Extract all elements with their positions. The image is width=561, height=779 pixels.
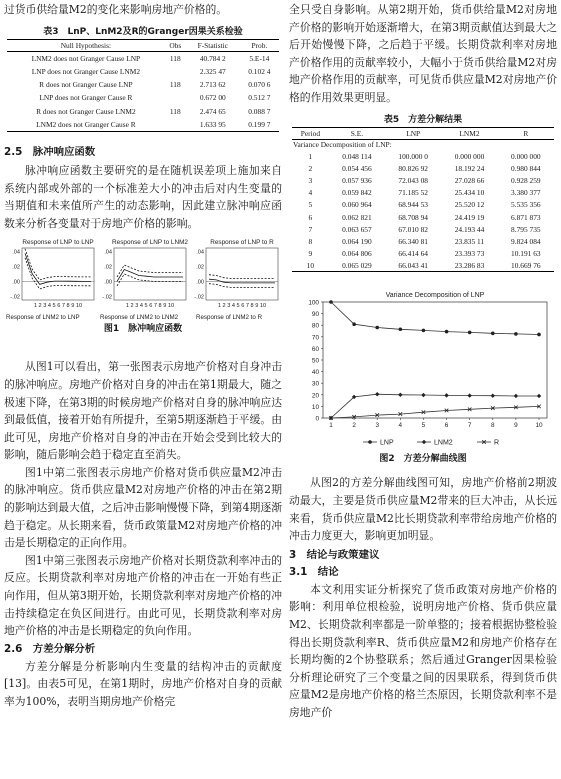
section-3-title: 3 结论与政策建议: [289, 548, 380, 561]
y-tick-label: 50: [311, 357, 319, 365]
x-tick-label: 3: [375, 422, 380, 430]
right-column: [289, 0, 557, 722]
table-cell: 2.713 62: [199, 80, 226, 90]
paragraph: 从图1可以看出，第一张图表示房地产价格对自身冲击的脉冲响应。房地产价格对自身的冲击在第1期最大，随之极速下降，在第3期的时候房地产价格对自身的脉冲响应达到最低值，接着开始有所提升，至第5期逐渐趋于平缓。由此可见，房地产价格对自身的冲击在开始会受到比较大的影响，随后影响会趋于稳定直至消失。: [4, 360, 282, 462]
legend-label: R: [494, 439, 500, 447]
panel-title: Response of LNP to LNM2: [112, 239, 188, 247]
data-point: [422, 329, 426, 333]
variance-decomposition-table: [292, 127, 554, 273]
table-cell: [165, 118, 186, 131]
table-cell: 0.000 000: [511, 151, 541, 161]
table-cell: R does not Granger Cause LNP: [39, 80, 133, 90]
x-tick-label: 5: [421, 422, 426, 430]
table-cell: 4: [308, 188, 313, 198]
table-cell: 80.826 92: [398, 163, 428, 173]
x-tick-labels: 1 2 3 4 5 6 7 8 9 10: [125, 303, 175, 310]
table-row: [292, 187, 554, 199]
table-cell: 0.928 259: [511, 176, 541, 186]
panel-frame: [22, 248, 94, 300]
data-point: [422, 440, 426, 444]
table-cell: 68.944 53: [398, 200, 428, 210]
impulse-response-figure: [4, 236, 282, 322]
table-row: [292, 223, 554, 235]
col-header: F-Statistic: [186, 39, 240, 51]
y-tick-label: .02: [12, 264, 20, 271]
impulse-line: [25, 249, 91, 280]
table-row: [7, 64, 279, 77]
granger-table: [7, 39, 279, 132]
x-tick-label: 8: [490, 422, 495, 430]
table-row: [292, 235, 554, 247]
table-cell: LNP does not Granger Cause LNM2: [31, 66, 141, 76]
paragraph: 方差分解是分析影响内生变量的结构冲击的贡献度[13]。由表5可见，在第1期时，房地产价格对自身的贡献率为100%，表明当期房地产价格完: [4, 659, 282, 708]
variance-decomposition-chart: [289, 286, 557, 452]
impulse-panel: [194, 239, 278, 309]
table-cell: 0.063 657: [342, 224, 372, 234]
table-cell: 9: [308, 249, 313, 259]
table-cell: 10: [306, 261, 315, 271]
data-point: [399, 328, 403, 332]
impulse-line: [25, 258, 91, 289]
y-tick-label: 80: [311, 323, 319, 331]
series-line: [331, 302, 539, 335]
table-cell: 66.414 64: [398, 249, 428, 259]
table-cell: 10.669 76: [511, 261, 541, 271]
series-line: [331, 395, 539, 419]
table-row: [7, 51, 279, 64]
table-cell: 0.000 000: [454, 151, 485, 161]
table3-caption: 表3 LnP、LnM2及R的Granger因果关系检验: [43, 26, 243, 37]
bottom-label: Response of LNM2 to LNP: [6, 314, 80, 322]
bottom-label: Response of LNM2 to R: [196, 314, 263, 322]
table-row: [7, 105, 279, 118]
y-tick-label: -.02: [194, 294, 204, 301]
table-title-row: [292, 139, 554, 150]
data-point: [537, 394, 541, 398]
table-header-row: [7, 39, 279, 51]
table-title: Variance Decomposition of LNP:: [293, 140, 392, 150]
table-cell: 3.380 377: [511, 188, 541, 198]
figure-1: [4, 236, 282, 334]
data-point: [468, 331, 472, 335]
col-header: Null Hypothesis:: [7, 39, 165, 51]
table-cell: 0.070 6: [248, 80, 271, 90]
x-tick-labels: 1 2 3 4 5 6 7 8 9 10: [33, 303, 83, 310]
table-cell: 1.633 95: [199, 119, 226, 129]
y-tick-label: 10: [311, 404, 319, 412]
table-cell: 6: [308, 212, 313, 222]
chart-title: Variance Decomposition of LNP: [385, 292, 485, 300]
table-cell: 25.434 10: [454, 188, 485, 198]
data-point: [421, 393, 425, 397]
y-tick-label: 70: [311, 334, 319, 342]
y-tick-label: 60: [311, 346, 319, 354]
table-row: [292, 248, 554, 260]
table-cell: 0.064 806: [342, 249, 372, 259]
table-cell: 0.060 964: [342, 200, 372, 210]
impulse-panel: [102, 239, 188, 309]
x-tick-label: 2: [352, 422, 356, 430]
figure-2-caption: 图2 方差分解曲线图: [379, 454, 467, 465]
table-cell: 0.054 456: [342, 163, 372, 173]
legend-item: [363, 440, 394, 447]
table-cell: 5: [308, 200, 313, 210]
panel-title: Response of LNP to LNP: [22, 239, 94, 247]
table-cell: R does not Granger Cause LNM2: [36, 106, 136, 116]
y-tick-label: 100: [308, 299, 319, 307]
impulse-line: [209, 284, 275, 288]
impulse-line: [209, 275, 275, 279]
paragraph: 图1中第二张图表示房地产价格对货币供应量M2冲击的脉冲响应。货币供应量M2对房地产价格的冲击在第2期的影响达到最大值，之后冲击影响慢慢下降，到第4期逐渐趋于稳定。从长期来看，货币政策量M2对房地产价格的冲击是长期稳定的正向作用。: [4, 465, 282, 550]
table-cell: 67.010 82: [398, 224, 428, 234]
col-header: S.E.: [329, 127, 385, 139]
table-cell: 66.043 41: [398, 261, 428, 271]
data-point: [445, 330, 449, 334]
panel-frame: [206, 248, 278, 300]
section-2-6-title: 2.6 方差分解分析: [4, 642, 96, 655]
x-tick-label: 6: [444, 422, 449, 430]
sec25-paragraph: 脉冲响应函数主要研究的是在随机误差项上施加来自系统内部或外部的一个标准差大小的冲击后对内生变量的当期值和未来值所产生的动态影响，因此建立脉冲响应函数来分析各变量对于房地产价格的影响。: [4, 163, 282, 230]
table-cell: 2: [308, 163, 313, 173]
paragraph: 本文利用实证分析探究了货币政策对房地产价格的影响：利用单位根检验，说明房地产价格、货币供应量M2、长期贷款利率都是一阶单整的；接着根据协整检验得出长期贷款利率R、货币供应量M2和房地产价格存在长期均衡的2个协整联系；然后通过Granger因果检验分析理论研究了三个变量之间的因果联系，得到货币供应量M2是房地产价格的格兰杰原因，长期贷款利率不是房地产价: [289, 582, 557, 719]
table-cell: 0.057 936: [342, 176, 372, 186]
table5-caption: 表5 方差分解结果: [383, 114, 463, 125]
y-tick-label: .00: [104, 279, 112, 286]
y-tick-label: .04: [196, 250, 204, 257]
table-cell: 0.048 114: [342, 151, 372, 161]
y-tick-label: .04: [12, 250, 20, 257]
data-point: [375, 392, 379, 396]
paragraph: 从图2的方差分解曲线图可知，房地产价格前2期波动最大，主要是货币供应量M2带来的巨大冲击，从长远来看，货币供应量M2比长期贷款利率带给房地产价格的冲击力度更大，影响更加明显。: [289, 476, 557, 543]
table-cell: 0.512 7: [248, 93, 271, 103]
table-row: [7, 118, 279, 131]
table-cell: 18.192 24: [454, 163, 485, 173]
impulse-panel: [10, 239, 94, 309]
y-tick-label: .00: [196, 279, 204, 286]
table-cell: 0.064 190: [342, 236, 372, 246]
table-cell: 23.286 83: [454, 261, 485, 271]
left-column: [4, 0, 282, 711]
data-point: [398, 393, 402, 397]
impulse-line: [117, 265, 183, 277]
table-cell: 72.043 08: [398, 176, 428, 186]
table-cell: 27.028 66: [454, 176, 485, 186]
table-cell: 1: [308, 151, 313, 161]
table-cell: 24.419 19: [454, 212, 485, 222]
table-cell: 2.325 47: [199, 66, 226, 76]
table-cell: 66.340 81: [398, 236, 428, 246]
table-cell: 3: [308, 176, 313, 186]
data-point: [444, 394, 448, 398]
table-cell: 0.102 4: [248, 66, 271, 76]
table-cell: 23.835 11: [454, 236, 485, 246]
panel-title: Response of LNP to R: [210, 239, 274, 247]
series-lnm2: [329, 392, 541, 420]
y-tick-label: .04: [104, 250, 112, 257]
table-row: [292, 199, 554, 211]
section-3-1-title: 3.1 结论: [289, 565, 339, 578]
x-tick-label: 4: [398, 422, 403, 430]
table-cell: 0.062 821: [342, 212, 372, 222]
x-tick-labels: 1 2 3 4 5 6 7 8 9 10: [217, 303, 267, 310]
y-tick-label: -.02: [102, 294, 112, 301]
legend-label: LNM2: [434, 439, 453, 447]
table-cell: 7: [308, 224, 313, 234]
table-cell: 0.088 7: [248, 106, 271, 116]
paragraph: 图1中第三张图表示房地产价格对长期贷款利率冲击的反应。长期贷款利率对房地产价格的冲击在一开始有些正向作用，但从第3期开始，长期贷款利率对房地产价格的冲击持续稳定在负区间进行。由此可见，长期贷款利率对房地产价格的冲击是长期稳定的负向作用。: [4, 553, 282, 638]
y-tick-label: 40: [311, 369, 319, 377]
y-tick-label: 90: [311, 311, 319, 319]
table-cell: LNM2 does not Granger Cause R: [36, 119, 136, 129]
y-tick-label: 0: [315, 415, 319, 423]
table-row: [292, 162, 554, 174]
y-tick-label: .02: [104, 264, 112, 271]
table-row: [292, 260, 554, 272]
legend-label: LNP: [380, 439, 394, 447]
table-cell: 9.824 084: [511, 236, 541, 246]
series-r: [329, 405, 541, 420]
table-cell: 25.520 12: [454, 200, 485, 210]
table-row: [292, 174, 554, 186]
paragraph: 全只受自身影响。从第2期开始，货币供给量M2对房地产价格的影响开始逐渐增大，在第3期贡献值达到最大之后开始慢慢下降，之后趋于平缓。长期贷款利率对房地产价格作用的贡献率较小，大幅小于货币供给量M2对房地产价格作用的贡献率，可见货币供应量M2对房地产价格的作用效果更明显。: [289, 3, 557, 104]
y-tick-label: -.02: [10, 294, 20, 301]
series-lnp: [329, 301, 541, 337]
series-line: [331, 407, 539, 419]
data-point: [375, 326, 379, 330]
table-cell: 5.E-14: [249, 53, 270, 63]
table-cell: 0.199 7: [248, 119, 271, 129]
table-cell: 118: [169, 80, 181, 90]
impulse-line: [25, 254, 91, 285]
y-tick-label: .02: [196, 264, 204, 271]
table-cell: 8: [308, 236, 313, 246]
table-cell: 0.672 00: [199, 93, 226, 103]
table-cell: 71.185 52: [398, 188, 428, 198]
x-tick-label: 9: [514, 422, 518, 430]
col-header: Obs: [165, 39, 186, 51]
table-cell: [165, 64, 186, 77]
table-cell: 2.474 65: [199, 106, 226, 116]
data-point: [467, 394, 471, 398]
x-tick-label: 7: [467, 422, 472, 430]
y-tick-label: 20: [311, 392, 319, 400]
table-cell: 8.795 735: [511, 224, 541, 234]
table-cell: 6.871 873: [511, 212, 541, 222]
table-cell: 118: [169, 106, 181, 116]
table-header-row: [292, 127, 554, 139]
plot-frame: [323, 302, 547, 418]
table-cell: 24.193 44: [454, 224, 485, 234]
data-point: [352, 323, 356, 327]
table-cell: LNP does not Granger Cause R: [39, 93, 133, 103]
table-cell: LNM2 does not Granger Cause LNP: [31, 53, 141, 63]
data-point: [514, 333, 518, 337]
legend-item: [417, 440, 453, 447]
table-cell: 23.393 73: [454, 249, 485, 259]
data-point: [491, 332, 495, 336]
col-header: Period: [292, 127, 329, 139]
col-header: LNM2: [441, 127, 497, 139]
impulse-line: [117, 274, 183, 286]
col-header: Prob.: [240, 39, 279, 51]
top-line: 过货币供给量M2的变化来影响房地产价格的。: [4, 3, 228, 16]
table-row: [7, 78, 279, 91]
table-row: [292, 211, 554, 223]
table-cell: 40.784 2: [199, 53, 226, 63]
y-tick-label: 30: [311, 381, 319, 389]
legend-item: [477, 440, 499, 447]
figure-2: [289, 286, 557, 452]
table-cell: 118: [169, 53, 181, 63]
table-cell: 68.708 94: [398, 212, 428, 222]
data-point: [537, 333, 541, 337]
table-cell: [165, 91, 186, 104]
table-row: [292, 150, 554, 162]
data-point: [368, 441, 372, 445]
y-tick-label: .00: [12, 279, 20, 286]
table-cell: 0.980 844: [511, 163, 541, 173]
col-header: LNP: [385, 127, 441, 139]
bottom-label: Response of LNM2 to LNM2: [100, 314, 179, 322]
figure-1-caption: 图1 脉冲响应函数: [103, 324, 183, 335]
table-row: [7, 91, 279, 104]
table-cell: 5.535 356: [511, 200, 541, 210]
table-cell: 0.065 029: [342, 261, 372, 271]
data-point: [491, 394, 495, 398]
data-point: [514, 394, 518, 398]
x-tick-label: 1: [329, 422, 333, 430]
data-point: [329, 301, 333, 305]
col-header: R: [498, 127, 554, 139]
table-cell: 0.059 842: [342, 188, 372, 198]
table-cell: 100.000 0: [398, 151, 428, 161]
section-2-5-title: 2.5 脉冲响应函数: [4, 145, 96, 158]
impulse-line: [209, 280, 275, 284]
table-cell: 10.191 63: [511, 249, 541, 259]
impulse-line: [117, 270, 183, 282]
x-tick-label: 10: [535, 422, 543, 430]
